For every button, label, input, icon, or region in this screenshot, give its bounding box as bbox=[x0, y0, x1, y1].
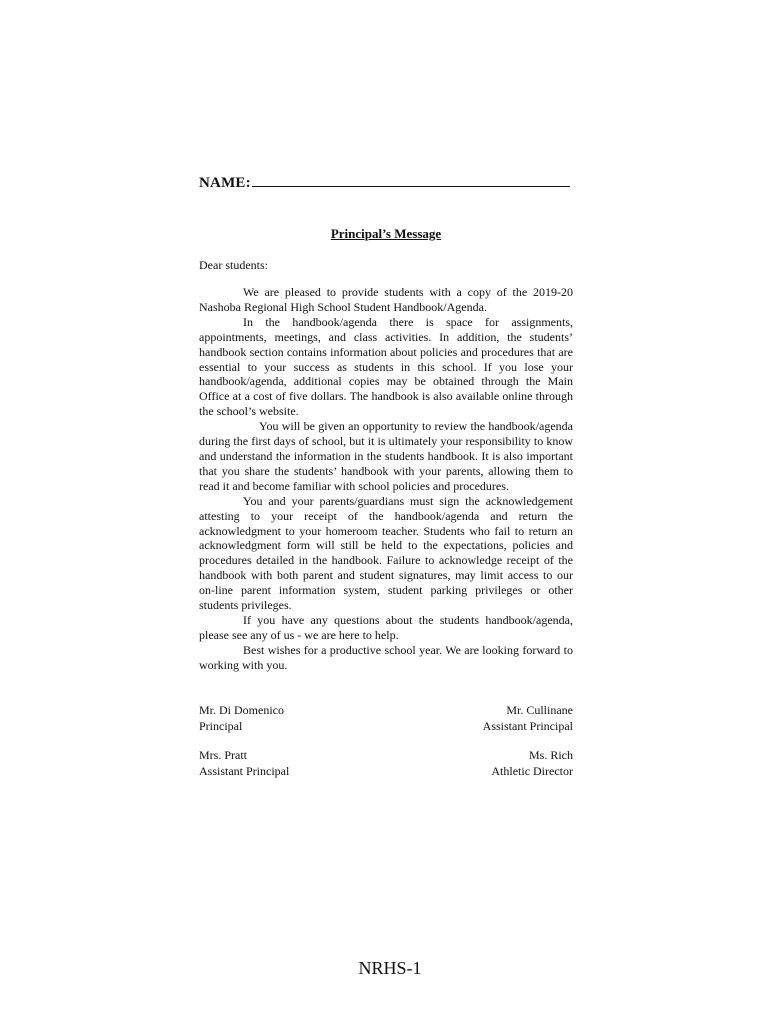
signer-title: Assistant Principal bbox=[199, 763, 290, 778]
signer-name: Mrs. Pratt bbox=[199, 748, 247, 762]
letter-paragraph: If you have any questions about the students handbook/agenda, please see any of us - we are here to help. bbox=[199, 612, 573, 642]
letter-salutation: Dear students: bbox=[199, 258, 268, 272]
signature-assistant-principal-1 bbox=[483, 703, 573, 734]
signature-assistant-principal-2 bbox=[199, 748, 289, 779]
name-blank-line[interactable] bbox=[252, 174, 570, 187]
signature-row bbox=[199, 748, 573, 779]
signer-name: Mr. Di Domenico bbox=[199, 703, 284, 717]
name-field bbox=[199, 174, 570, 192]
signature-row bbox=[199, 703, 573, 734]
signature-principal bbox=[199, 703, 284, 734]
signer-name: Mr. Cullinane bbox=[506, 703, 573, 717]
name-label: NAME: bbox=[199, 175, 251, 191]
letter-paragraph: Best wishes for a productive school year. We are looking forward to working with you. bbox=[199, 642, 573, 672]
signer-title: Principal bbox=[199, 718, 243, 733]
letter-body bbox=[199, 285, 573, 673]
letter-paragraph: In the handbook/agenda there is space for assignments, appointments, meetings, and class activities. In addition, the students’ handbook section contains information about policies and procedures that are essential to your success as students in this school. If you lose your handbook/agenda, additional copies may be obtained through the Main Office at a cost of five dollars. The handbook is also available online through the school’s website. bbox=[199, 314, 573, 419]
letter-paragraph: You and your parents/guardians must sign the acknowledgement attesting to your receipt of the handbook/agenda and return the acknowledgment to your homeroom teacher. Students who fail to return an acknowledgment form will still be held to the expectations, policies and procedures detailed in the handbook. Failure to acknowledge receipt of the handbook with both parent and student signatures, may limit access to our on-line parent information system, student parking privileges or other students privileges. bbox=[199, 493, 573, 613]
letter-title: Principal’s Message bbox=[330, 226, 442, 241]
page-number: NRHS-1 bbox=[358, 958, 422, 978]
signer-title: Athletic Director bbox=[491, 763, 573, 778]
signature-athletic-director bbox=[491, 748, 573, 779]
letter-paragraph: We are pleased to provide students with a copy of the 2019-20 Nashoba Regional High School Student Handbook/Agenda. bbox=[199, 285, 573, 314]
signer-title: Assistant Principal bbox=[482, 718, 573, 733]
signer-name: Ms. Rich bbox=[528, 748, 573, 762]
letter-paragraph: You will be given an opportunity to review the handbook/agenda during the first days of school, but it is ultimately your responsibility to know and understand the information in the students handbook. It is also important that you share the students’ handbook with your parents, allowing them to read it and become familiar with school policies and procedures. bbox=[199, 419, 573, 493]
